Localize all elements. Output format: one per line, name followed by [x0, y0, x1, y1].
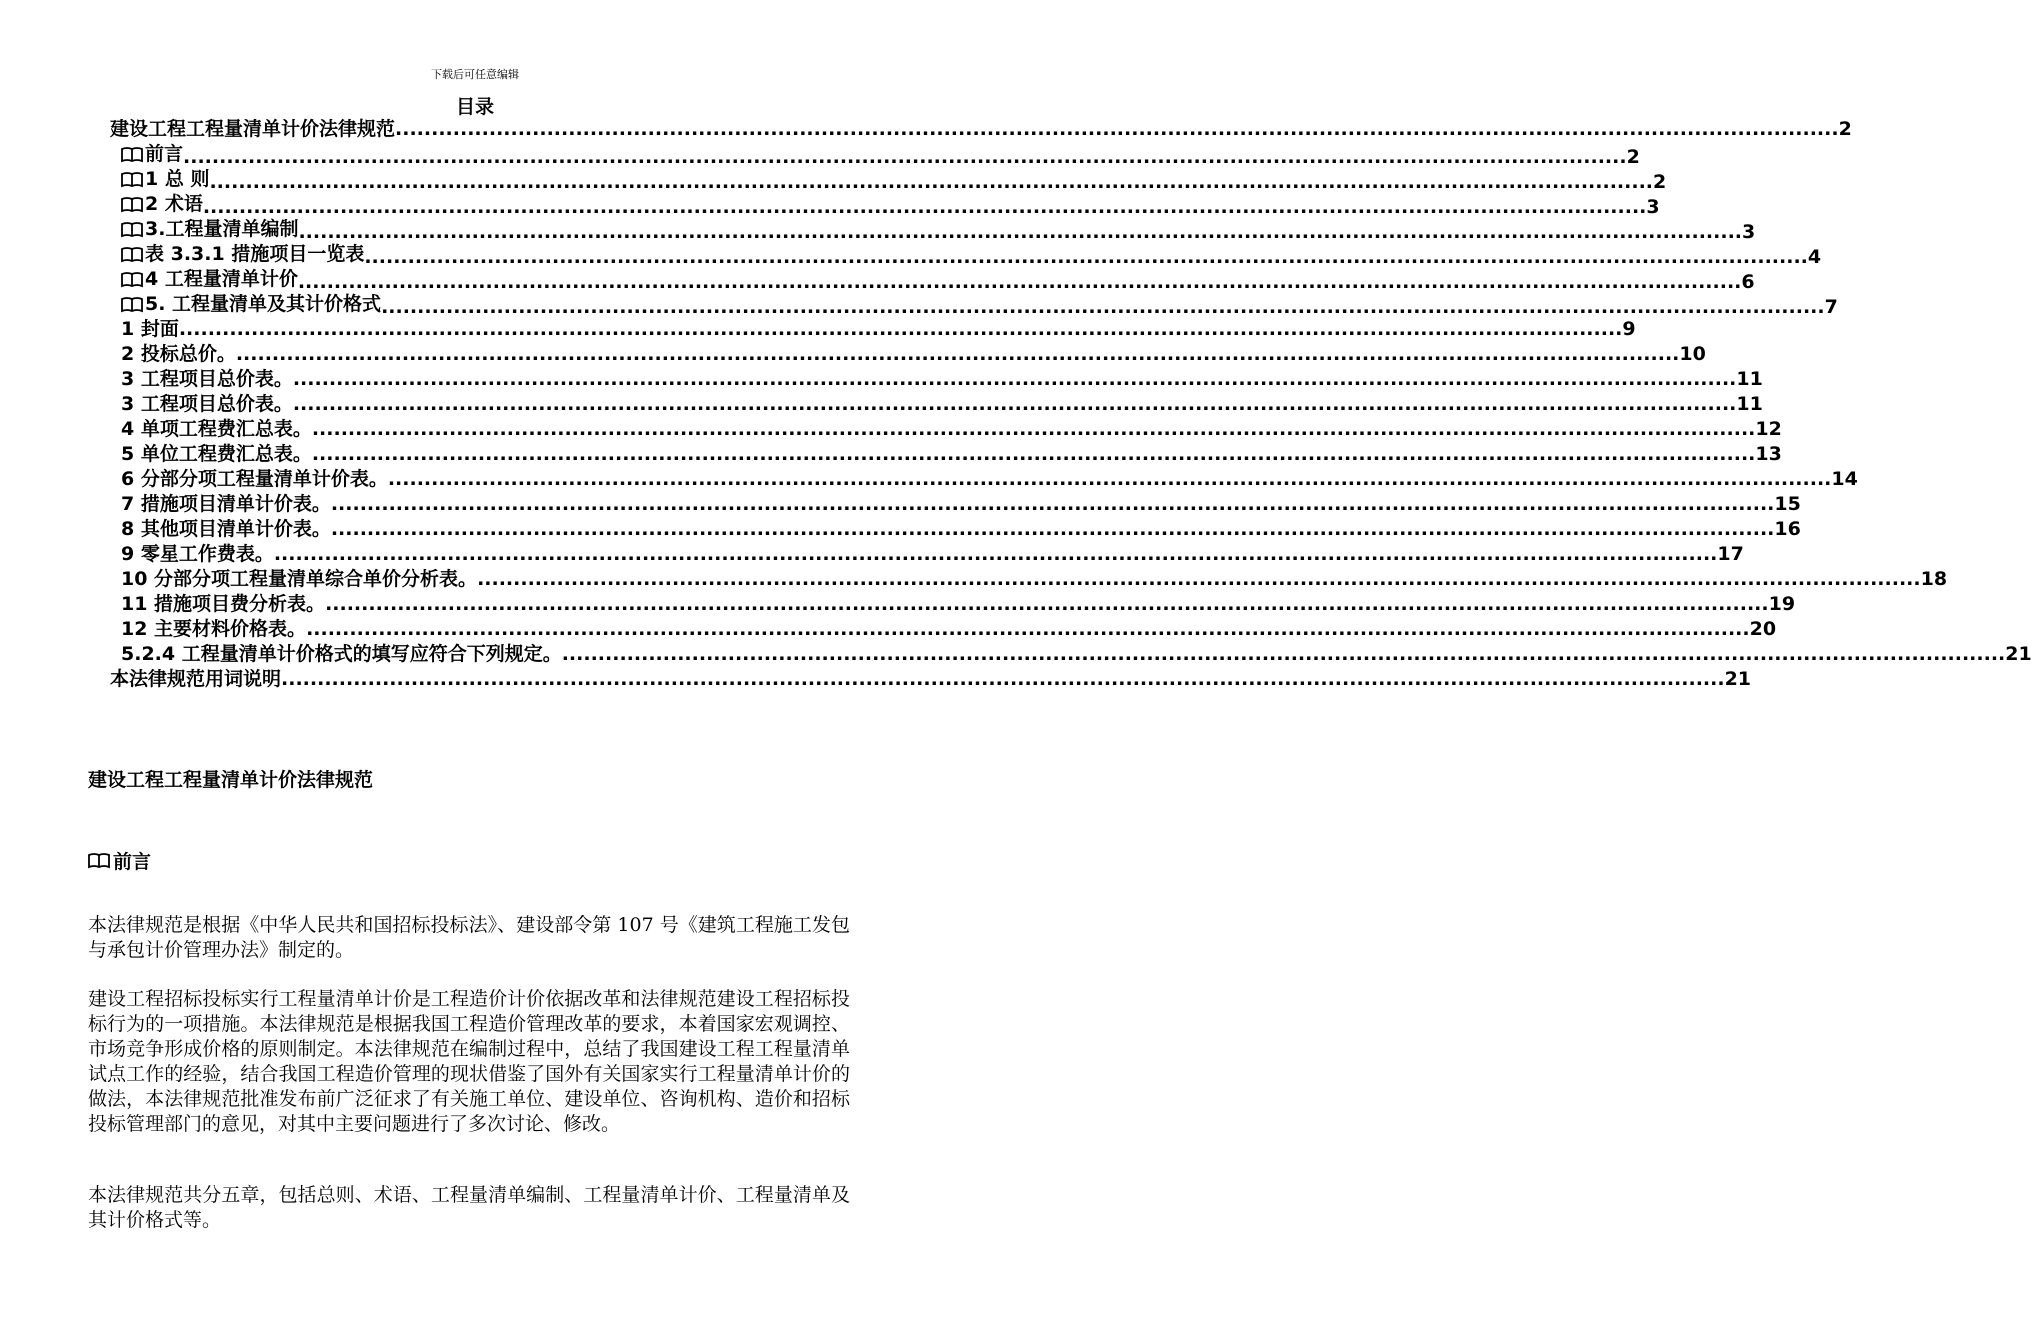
toc-entry-title [121, 267, 298, 292]
toc-entry-label: 1 封面 [121, 318, 179, 340]
toc-entry-label: 7 措施项目清单计价表。 [121, 493, 331, 515]
toc-entry[interactable] [121, 142, 1640, 168]
toc-entry-title [121, 242, 364, 267]
toc-entry-page: 7 [1824, 296, 1838, 318]
toc-entry[interactable] [121, 242, 1822, 268]
toc-entry-title [121, 492, 331, 517]
toc-leader-dots: ........................................................................................................................................................................................................ [330, 518, 1775, 540]
toc-entry[interactable] [121, 617, 1777, 642]
toc-entry-page: 15 [1774, 493, 1801, 515]
toc-leader-dots: ........................................................................................................................................................................................................ [306, 618, 1750, 640]
toc-entry-title [121, 392, 293, 417]
book-icon [88, 852, 110, 869]
toc-entry[interactable] [121, 317, 1636, 342]
toc-leader-dots: ........................................................................................................................................................................................................ [387, 468, 1832, 490]
toc-entry[interactable] [121, 592, 1796, 617]
toc-entry-page: 18 [1920, 568, 1948, 590]
toc-leader-dots: ........................................................................................................................................................................................................ [178, 318, 1623, 340]
toc-entry-page: 2 [1838, 118, 1852, 140]
toc-entry-label: 本法律规范用词说明 [110, 668, 282, 690]
toc-entry-label: 4 单项工程费汇总表。 [121, 418, 312, 440]
toc-title: 目录 [455, 96, 494, 118]
toc-entry-label: 表 3.3.1 措施项目一览表 [145, 243, 365, 265]
toc-entry[interactable] [121, 267, 1755, 293]
toc-entry-page: 11 [1736, 393, 1763, 415]
toc-entry-page: 19 [1768, 593, 1796, 615]
toc-entry-label: 5 单位工程费汇总表。 [121, 443, 312, 465]
toc-entry-label: 11 措施项目费分析表。 [121, 593, 326, 615]
toc-entry-page: 2 [1626, 146, 1640, 168]
page-header-note: 下载后可任意编辑 [431, 68, 519, 81]
toc-entry[interactable] [121, 642, 2032, 667]
toc-entry[interactable] [121, 417, 1782, 442]
toc-leader-dots: ........................................................................................................................................................................................................ [292, 368, 1737, 390]
toc-entry-title [121, 542, 274, 567]
toc-entry-title [110, 117, 395, 142]
toc-entry-title [121, 192, 203, 217]
toc-entry-label: 3.工程量清单编制 [145, 218, 299, 240]
toc-entry-title [121, 467, 388, 492]
toc-entry-page: 6 [1741, 271, 1755, 293]
book-icon [121, 171, 143, 188]
toc-entry-label: 12 主要材料价格表。 [121, 618, 307, 640]
toc-entry-page: 10 [1679, 343, 1706, 365]
toc-entry-page: 11 [1736, 368, 1763, 390]
toc-entry[interactable] [121, 392, 1763, 417]
toc-entry[interactable] [121, 167, 1667, 193]
body-paragraph: 本法律规范共分五章，包括总则、术语、工程量清单编制、工程量清单计价、工程量清单及其计价格式等。 [88, 1184, 850, 1231]
toc-entry-title [121, 517, 331, 542]
toc-entry-title [121, 442, 312, 467]
toc-entry-page: 9 [1622, 318, 1636, 340]
toc-leader-dots: ........................................................................................................................................................................................................ [298, 221, 1743, 243]
toc-entry-title [121, 217, 298, 242]
preface-heading-label: 前言 [113, 851, 152, 873]
toc-leader-dots: ........................................................................................................................................................................................................ [330, 493, 1775, 515]
toc-entry[interactable] [121, 567, 1948, 592]
toc-entry-label: 建设工程工程量清单计价法律规范 [110, 118, 396, 140]
book-icon [121, 296, 143, 313]
toc-entry-title [121, 417, 312, 442]
preface-heading [88, 847, 151, 874]
toc-entry-title [110, 667, 281, 692]
toc-leader-dots: ........................................................................................................................................................................................................ [325, 593, 1769, 615]
book-icon [121, 146, 143, 163]
toc-leader-dots: ........................................................................................................................................................................................................ [561, 643, 2006, 665]
toc-entry-title [121, 342, 236, 367]
toc-entry-page: 3 [1646, 196, 1660, 218]
toc-entry[interactable] [121, 292, 1838, 318]
toc-entry-page: 12 [1755, 418, 1782, 440]
toc-entry[interactable] [121, 367, 1763, 392]
toc-entry[interactable] [110, 117, 1852, 142]
body-paragraph: 建设工程招标投标实行工程量清单计价是工程造价计价依据改革和法律规范建设工程招标投标行为的一项措施。本法律规范是根据我国工程造价管理改革的要求，本着国家宏观调控、市场竞争形成价格的原则制定。本法律规范在编制过程中，总结了我国建设工程工程量清单试点工作的经验，结合我国工程造价管理的现状借鉴了国外有关国家实行工程量清单计价的做法，本法律规范批准发布前广泛征求了有关施工单位、建设单位、咨询机构、造价和招标投标管理部门的意见，对其中主要问题进行了多次讨论、修改。 [88, 988, 850, 1135]
toc-entry[interactable] [121, 467, 1858, 492]
toc-leader-dots: ........................................................................................................................................................................................................ [381, 296, 1825, 318]
toc-entry-label: 8 其他项目清单计价表。 [121, 518, 331, 540]
book-icon [121, 221, 143, 238]
book-icon [121, 271, 143, 288]
toc-entry-page: 20 [1749, 618, 1777, 640]
toc-entry-label: 5.2.4 工程量清单计价格式的填写应符合下列规定。 [121, 643, 562, 665]
toc-leader-dots: ........................................................................................................................................................................................................ [364, 246, 1808, 268]
toc-entry[interactable] [121, 442, 1782, 467]
toc-entry-title [121, 617, 306, 642]
toc-entry-page: 13 [1755, 443, 1782, 465]
toc-leader-dots: ........................................................................................................................................................................................................ [209, 171, 1654, 193]
toc-entry-title [121, 592, 325, 617]
toc-entry[interactable] [110, 667, 1752, 692]
body-paragraph: 本法律规范是根据《中华人民共和国招标投标法》、建设部令第 107 号《建筑工程施工发包与承包计价管理办法》制定的。 [88, 914, 850, 961]
toc-entry-title [121, 142, 183, 167]
toc-entry-label: 6 分部分项工程量清单计价表。 [121, 468, 388, 490]
toc-entry[interactable] [121, 342, 1706, 367]
toc-entry-title [121, 367, 293, 392]
table-of-contents [0, 117, 2032, 692]
toc-entry-label: 4 工程量清单计价 [145, 268, 298, 290]
book-icon [121, 246, 143, 263]
toc-entry-title [121, 317, 179, 342]
toc-entry-label: 9 零星工作费表。 [121, 543, 274, 565]
toc-entry[interactable] [121, 192, 1660, 218]
toc-entry-label: 2 投标总价。 [121, 343, 236, 365]
toc-entry-page: 21 [1724, 668, 1752, 690]
toc-entry-label: 2 术语 [145, 193, 203, 215]
toc-entry-label: 前言 [145, 143, 184, 165]
toc-entry-label: 5. 工程量清单及其计价格式 [145, 293, 382, 315]
toc-entry-label: 1 总 则 [145, 168, 210, 190]
document-title: 建设工程工程量清单计价法律规范 [88, 769, 374, 791]
toc-entry-label: 10 分部分项工程量清单综合单价分析表。 [121, 568, 478, 590]
toc-entry-label: 3 工程项目总价表。 [121, 393, 293, 415]
toc-entry[interactable] [121, 217, 1756, 243]
toc-leader-dots: ........................................................................................................................................................................................................ [477, 568, 1921, 590]
toc-entry-page: 14 [1831, 468, 1858, 490]
toc-entry-title [121, 167, 209, 192]
toc-entry-title [121, 642, 562, 667]
toc-entry[interactable] [121, 517, 1801, 542]
toc-entry-page: 17 [1717, 543, 1744, 565]
toc-entry[interactable] [121, 542, 1744, 567]
toc-entry-title [121, 292, 381, 317]
toc-leader-dots: ........................................................................................................................................................................................................ [395, 118, 1839, 140]
toc-entry-page: 2 [1653, 171, 1667, 193]
toc-leader-dots: ........................................................................................................................................................................................................ [183, 146, 1627, 168]
toc-leader-dots: ........................................................................................................................................................................................................ [297, 271, 1742, 293]
toc-leader-dots: ........................................................................................................................................................................................................ [235, 343, 1680, 365]
toc-entry-label: 3 工程项目总价表。 [121, 368, 293, 390]
toc-entry[interactable] [121, 492, 1801, 517]
toc-leader-dots: ........................................................................................................................................................................................................ [281, 668, 1725, 690]
toc-entry-title [121, 567, 477, 592]
toc-entry-page: 3 [1742, 221, 1756, 243]
toc-leader-dots: ........................................................................................................................................................................................................ [273, 543, 1718, 565]
toc-leader-dots: ........................................................................................................................................................................................................ [311, 418, 1756, 440]
book-icon [121, 196, 143, 213]
toc-leader-dots: ........................................................................................................................................................................................................ [202, 196, 1647, 218]
toc-entry-page: 16 [1774, 518, 1801, 540]
toc-leader-dots: ........................................................................................................................................................................................................ [311, 443, 1756, 465]
toc-entry-page: 4 [1807, 246, 1822, 268]
toc-leader-dots: ........................................................................................................................................................................................................ [292, 393, 1737, 415]
toc-entry-page: 21 [2005, 643, 2032, 665]
